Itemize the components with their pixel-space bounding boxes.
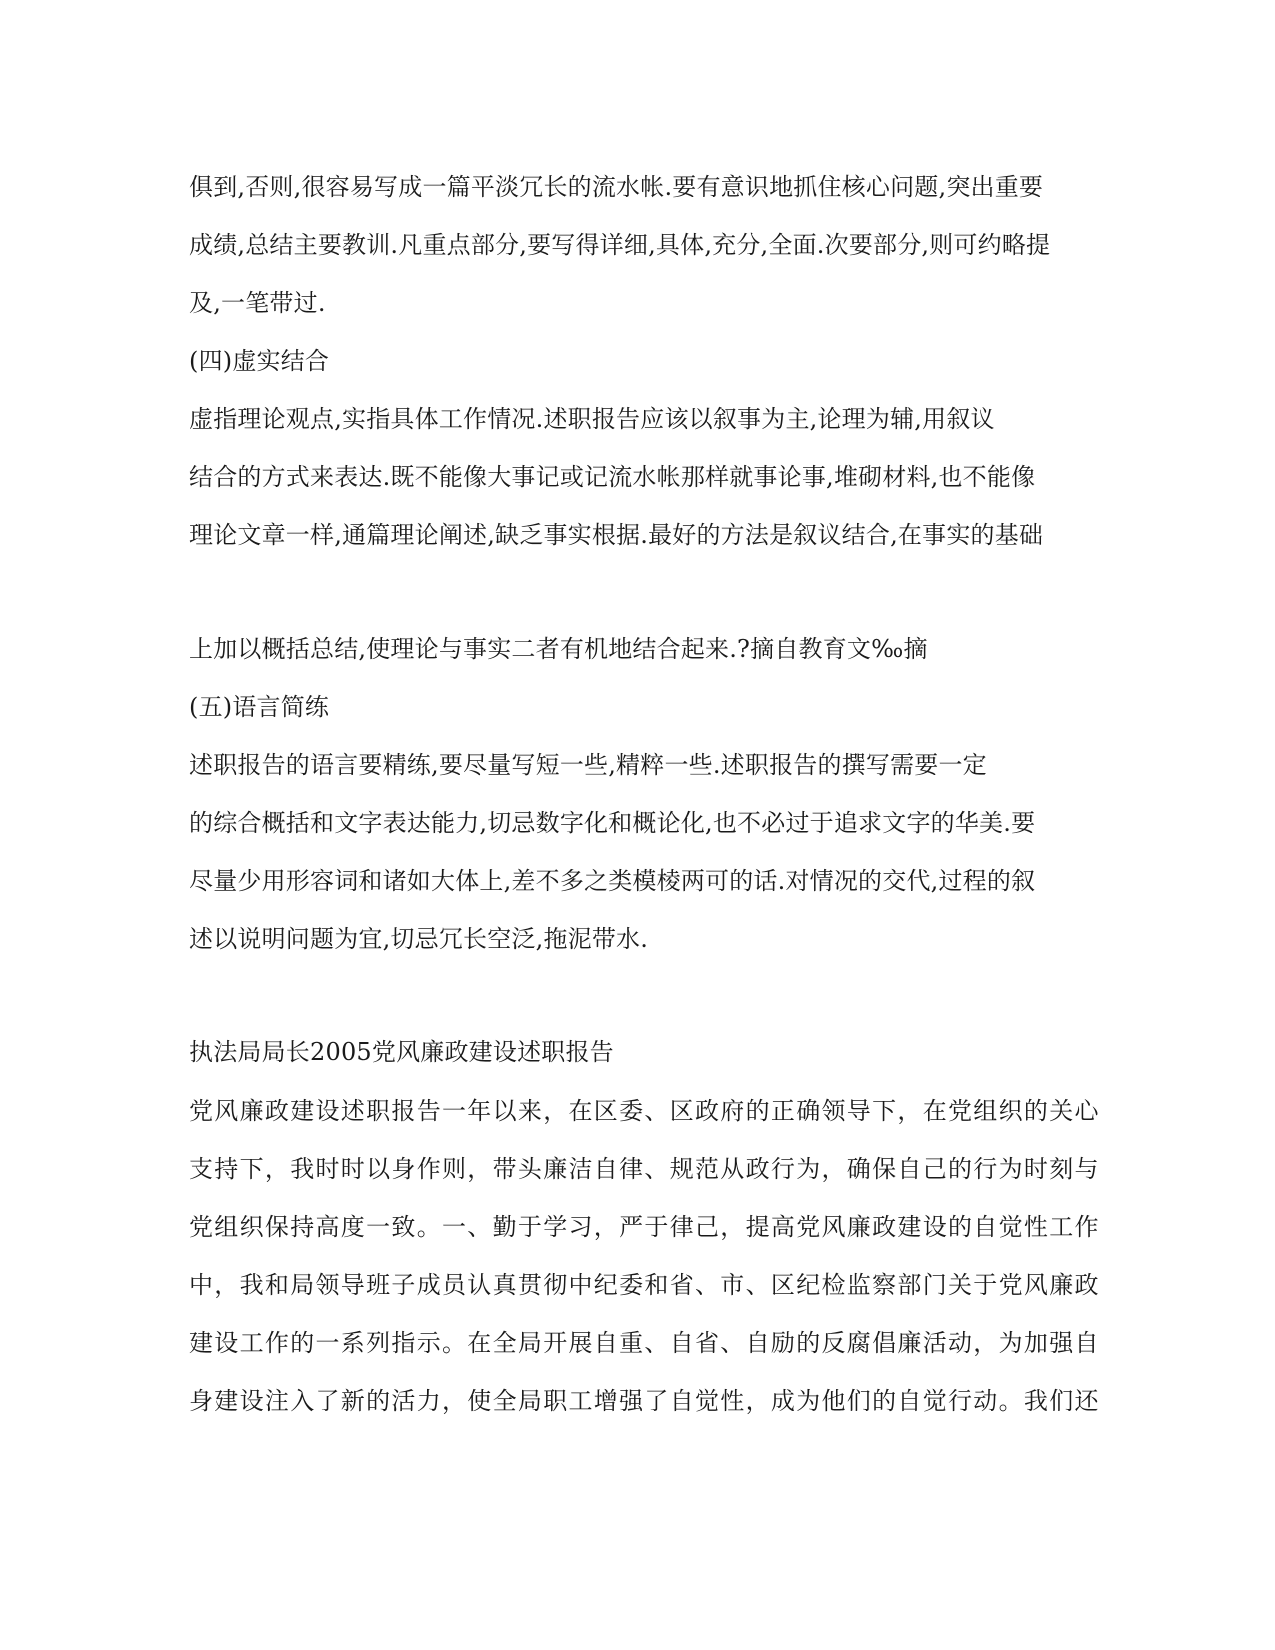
- document-title: 执法局局长2005党风廉政建设述职报告: [189, 1038, 614, 1066]
- paragraph-line: 中，我和局领导班子成员认真贯彻中纪委和省、市、区纪检监察部门关于党风廉政: [189, 1271, 1100, 1299]
- paragraph-line: 支持下，我时时以身作则，带头廉洁自律、规范从政行为，确保自己的行为时刻与: [189, 1155, 1100, 1183]
- paragraph-line: 述以说明问题为宜,切忌冗长空泛,拖泥带水.: [189, 925, 649, 953]
- paragraph-line: 建设工作的一系列指示。在全局开展自重、自省、自励的反腐倡廉活动，为加强自: [189, 1329, 1100, 1357]
- paragraph-line: 结合的方式来表达.既不能像大事记或记流水帐那样就事论事,堆砌材料,也不能像: [189, 463, 1036, 491]
- paragraph-line: 俱到,否则,很容易写成一篇平淡冗长的流水帐.要有意识地抓住核心问题,突出重要: [189, 173, 1044, 201]
- paragraph-line: 上加以概括总结,使理论与事实二者有机地结合起来.?摘自教育文‰摘: [189, 635, 928, 663]
- paragraph-line: 党组织保持高度一致。一、勤于学习，严于律己，提高党风廉政建设的自觉性工作: [189, 1213, 1100, 1241]
- paragraph-line: 身建设注入了新的活力，使全局职工增强了自觉性，成为他们的自觉行动。我们还: [189, 1387, 1100, 1415]
- section-heading: (四)虚实结合: [189, 347, 330, 375]
- paragraph-line: 述职报告的语言要精练,要尽量写短一些,精粹一些.述职报告的撰写需要一定: [189, 751, 987, 779]
- paragraph-line: 理论文章一样,通篇理论阐述,缺乏事实根据.最好的方法是叙议结合,在事实的基础: [189, 521, 1044, 549]
- paragraph-line: 党风廉政建设述职报告一年以来，在区委、区政府的正确领导下，在党组织的关心: [189, 1097, 1100, 1125]
- paragraph-line: 的综合概括和文字表达能力,切忌数字化和概论化,也不必过于追求文字的华美.要: [189, 809, 1036, 837]
- paragraph-line: 成绩,总结主要教训.凡重点部分,要写得详细,具体,充分,全面.次要部分,则可约略提: [189, 231, 1051, 259]
- section-heading: (五)语言简练: [189, 693, 330, 721]
- paragraph-line: 及,一笔带过.: [189, 289, 326, 317]
- paragraph-line: 尽量少用形容词和诸如大体上,差不多之类模棱两可的话.对情况的交代,过程的叙: [189, 867, 1036, 895]
- paragraph-line: 虚指理论观点,实指具体工作情况.述职报告应该以叙事为主,论理为辅,用叙议: [189, 405, 995, 433]
